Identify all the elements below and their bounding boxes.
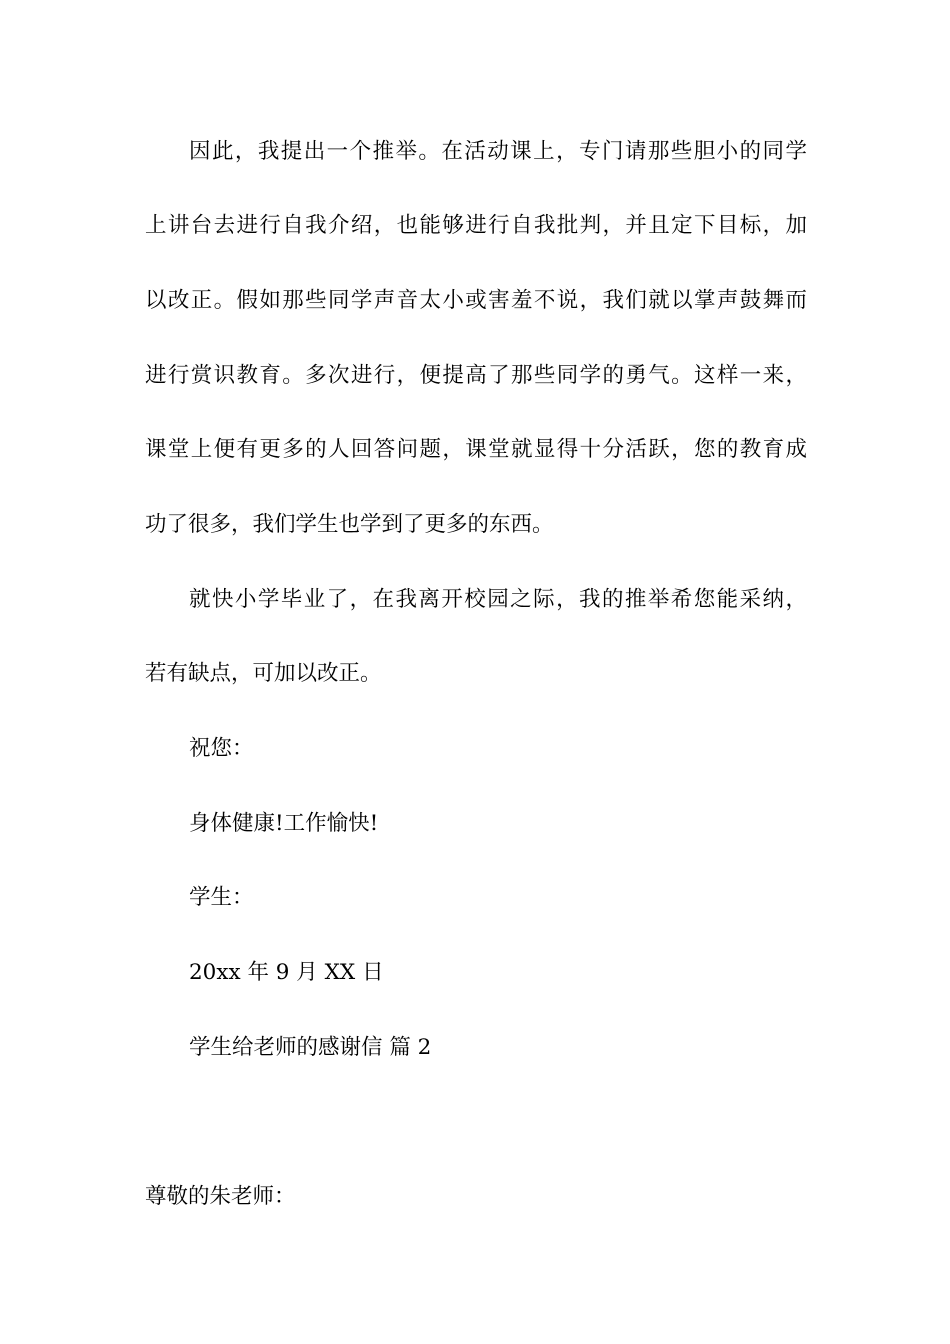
paragraph-1-line-6: 功了很多，我们学生也学到了更多的东西。 [145,512,554,537]
closing-salutation: 祝您： [189,736,254,761]
letter-greeting: 尊敬的朱老师： [145,1184,296,1209]
closing-signature: 学生： [189,885,254,910]
paragraph-1-line-1: 因此，我提出一个推举。在活动课上，专门请那些胆小的同学 [189,139,807,164]
paragraph-1-line-2: 上讲台去进行自我介绍，也能够进行自我批判，并且定下目标，加 [145,213,807,238]
paragraph-1-line-3: 以改正。假如那些同学声音太小或害羞不说，我们就以掌声鼓舞而 [145,288,807,313]
section-title: 学生给老师的感谢信 篇 2 [189,1035,432,1060]
paragraph-1-line-4: 进行赏识教育。多次进行，便提高了那些同学的勇气。这样一来， [145,363,807,388]
paragraph-2-line-2: 若有缺点，可加以改正。 [145,661,382,686]
paragraph-1-line-5: 课堂上便有更多的人回答问题，课堂就显得十分活跃，您的教育成 [145,437,807,462]
closing-date: 20xx 年 9 月 XX 日 [189,960,384,985]
closing-wish: 身体健康!工作愉快! [189,811,379,836]
paragraph-2-line-1: 就快小学毕业了，在我离开校园之际，我的推举希您能采纳， [189,587,807,612]
